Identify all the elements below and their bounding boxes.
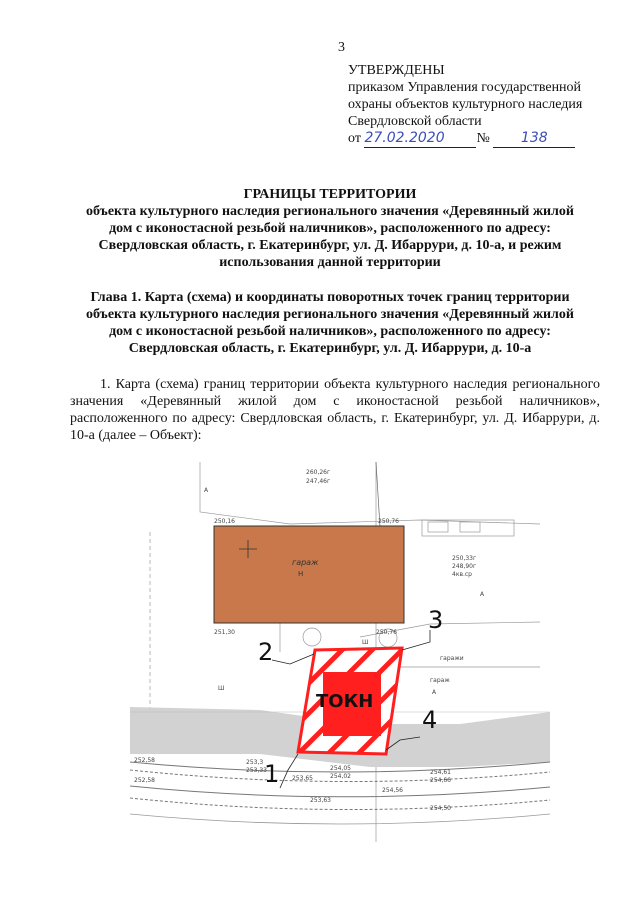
elevation-label: 253,3 [246,759,264,766]
elevation-label: 252,58 [134,777,155,784]
garage-building [214,526,404,623]
elevation-label: 254,66 [430,777,451,784]
elevation-label: 248,90г [452,563,477,570]
chapter-line: дом с иконостасной резьбой наличников», расположенного по адресу: [109,324,551,339]
title-line: объекта культурного наследия регионального значения «Деревянный жилой [86,204,574,219]
elevation-label: 253,63 [310,797,331,804]
point-label-4: 4 [422,706,438,734]
note-label: гараж [430,677,450,684]
elevation-label: 250,33г [452,555,477,562]
garage-label: гараж [292,558,319,567]
elevation-label: 253,65 [292,775,313,782]
from-label: от [348,131,361,146]
title-line: Свердловская область, г. Екатеринбург, ул. Д. Ибаррури, д. 10-а, и режим [98,238,562,253]
approval-date: 27.02.2020 [364,130,445,146]
elevation-label: 254,61 [430,769,451,776]
elevation-label: 254,02 [330,773,351,780]
page-number: 3 [338,40,345,55]
letter-label: А [204,487,209,494]
approval-heading: УТВЕРЖДЕНЫ [348,63,445,78]
approval-date-line [348,130,582,148]
chapter-line: объекта культурного наследия регионального значения «Деревянный жилой [86,307,574,322]
document-title [60,186,600,271]
elevation-label: 253,33 [246,767,267,774]
boundary-map [130,462,550,846]
approval-line: охраны объектов культурного наследия [348,97,583,112]
point-label-3: 3 [428,606,444,634]
letter-label: А [480,591,485,598]
title-line: дом с иконостасной резьбой наличников», расположенного по адресу: [109,221,551,236]
elevation-label: 252,58 [134,757,155,764]
object-label: ТОКН [316,691,374,712]
approval-line: приказом Управления государственной [348,80,582,95]
elevation-label: 254,56 [382,787,403,794]
note-label: 4кв.ср [452,571,472,578]
elevation-label: 254,05 [330,765,351,772]
chapter-line: Свердловская область, г. Екатеринбург, ул. Д. Ибаррури, д. 10-а [128,341,532,356]
elevation-label: 250,76 [378,518,399,525]
number-label: № [476,131,490,146]
paragraph-1 [70,376,600,444]
elevation-label: 250,76 [376,629,397,636]
note-label: гаражи [440,655,464,662]
letter-label: Ш [362,639,369,646]
garage-sublabel: Н [298,570,304,578]
letter-label: Ш [218,685,225,692]
chapter-heading [60,289,600,357]
letter-label: А [432,689,437,696]
elevation-label: 251,30 [214,629,235,636]
title-line: использования данной территории [219,255,441,270]
elevation-label: 247,46г [306,478,331,485]
elevation-label: 250,16 [214,518,235,525]
approval-line: Свердловской области [348,114,482,129]
approval-block [348,62,582,148]
point-label-1: 1 [264,760,280,788]
approval-number: 138 [520,130,548,146]
elevation-label: 260,26г [306,469,331,476]
title-heading: ГРАНИЦЫ ТЕРРИТОРИИ [243,187,417,202]
elevation-label: 254,50 [430,805,451,812]
paragraph-text: 1. Карта (схема) границ территории объекта культурного наследия регионального значения «Деревянный жилой дом с иконостасной резьбой наличников», расположенного по адресу: Свердловская область, г. Екатеринбург, ул. Д. Ибаррури, д. 10-а (далее – Объект): [70,377,600,443]
point-label-2: 2 [258,638,274,666]
chapter-line: Глава 1. Карта (схема) и координаты поворотных точек границ территории [90,290,570,305]
